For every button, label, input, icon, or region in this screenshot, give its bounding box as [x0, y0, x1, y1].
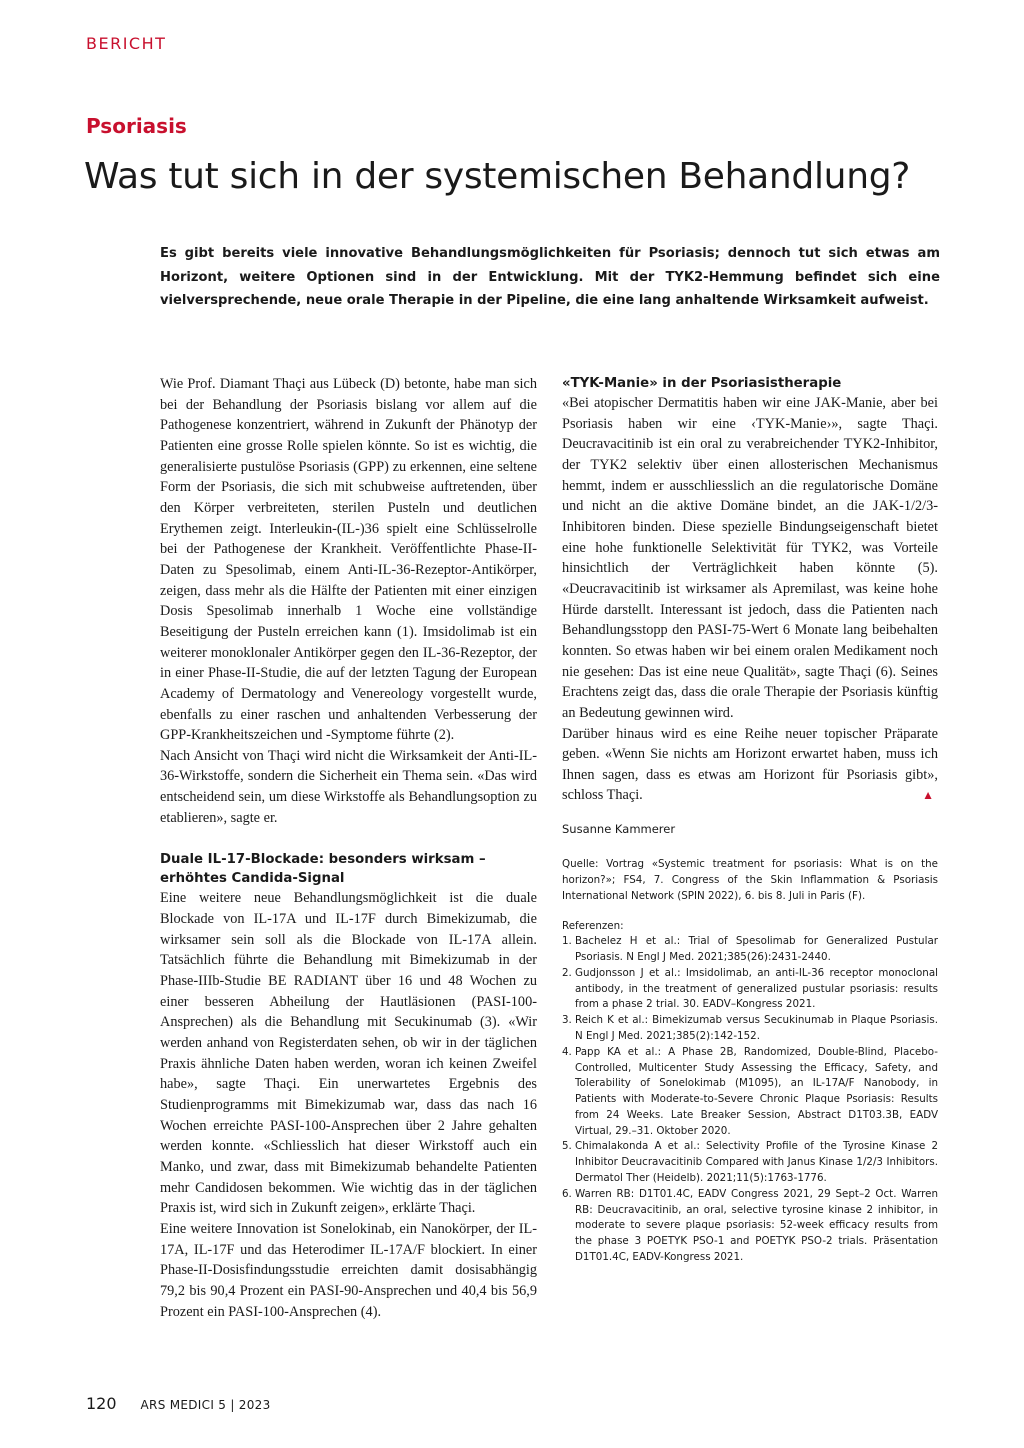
reference-item [562, 1187, 938, 1266]
journal-name: ARS MEDICI 5 | 2023 [140, 1398, 271, 1412]
right-paragraph-1: «Bei atopischer Dermatitis haben wir eine JAK-Manie, aber bei Psoriasis haben wir eine ‹TYK-Manie›», sagte Thaçi. Deucravacitinib ist ein oral zu verabreichender TYK2-Inhibitor, der TYK2 selektiv über einen allosterischen Mechanismus hemmt, indem er ausschliesslich an die regulatorische Domäne und nicht an die aktive Domäne bindet, an die JAK-1/2/3-Inhibitoren binden. Diese spezielle Bindungseigenschaft bietet eine hohe funktionelle Selektivität für TYK2, was Vorteile hinsichtlich der Verträglichkeit haben könnte (5). «Deucravacitinib ist wirksamer als Apremilast, was keine hohe Hürde darstellt. Interessant ist jedoch, dass die Patienten nach Behandlungsstopp den PASI-75-Wert 6 Monate lang beibehalten konnten. So etwas haben wir bei einem oralen Medikament noch nie gesehen: Das ist eine neue Qualität», sagte Thaçi (6). Seines Erachtens zeigt das, dass die orale Therapie der Psoriasis künftig an Bedeutung gewinnen wird. [562, 395, 938, 721]
references-list [562, 934, 938, 1266]
reference-item [562, 1013, 938, 1045]
reference-number: 4. [562, 1045, 572, 1058]
left-paragraph-4: Eine weitere Innovation ist Sonelokinab, ein Nanokörper, der IL-17A, IL-17F und das Heterodimer IL-17A/F blockiert. In einer Phase-II-Dosisfindungsstudie erreichten damit dosisabhängig 79,2 bis 90,4 Prozent ein PASI-90-Ansprechen und 40,4 bis 56,9 Prozent ein PASI-100-Ansprechen (4). [160, 1220, 537, 1320]
reference-text: Reich K et al.: Bimekizumab versus Secukinumab in Plaque Psoriasis. N Engl J Med. 2021;385(2):142-152. [575, 1014, 938, 1042]
page-number: 120 [86, 1394, 117, 1413]
reference-item [562, 1045, 938, 1140]
reference-text: Gudjonsson J et al.: Imsidolimab, an anti-IL-36 receptor monoclonal antibody, in the treatment of generalized pustular psoriasis: results from a phase 2 trial. 30. EADV–Kongress 2021. [575, 966, 938, 1011]
article-lead: Es gibt bereits viele innovative Behandlungsmöglichkeiten für Psoriasis; dennoch tut sich etwas am Horizont, weitere Optionen sind in der Entwicklung. Mit der TYK2-Hemmung befindet sich eine vielversprechende, neue orale Therapie in der Pipeline, die eine lang anhaltende Wirksamkeit aufweist. [160, 246, 940, 308]
reference-number: 2. [562, 966, 572, 979]
page-footer [86, 1394, 271, 1413]
author-name: Susanne Kammerer [562, 822, 676, 837]
reference-number: 5. [562, 1140, 572, 1153]
reference-item [562, 1139, 938, 1186]
reference-text: Bachelez H et al.: Trial of Spesolimab for Generalized Pustular Psoriasis. N Engl J Med. 2021;385(26):2431-2440. [575, 935, 938, 963]
reference-number: 6. [562, 1187, 572, 1200]
reference-text: Warren RB: D1T01.4C, EADV Congress 2021, 29 Sept–2 Oct. Warren RB: Deucravacitinib, an oral, selective tyrosine kinase 2 inhibitor, in moderate to severe plaque psoriasis: 52-week efficacy results from the phase 3 POETYK PSO-1 and POETYK PSO-2 trials. Präsentation D1T01.4C, EADV-Kongress 2021. [575, 1187, 938, 1264]
reference-text: Papp KA et al.: A Phase 2B, Randomized, Double-Blind, Placebo-Controlled, Multicenter Study Assessing the Efficacy, Safety, and Tolerability of Sonelokimab (M1095), an IL-17A/F Nanobody, in Patients with Moderate-to-Severe Chronic Plaque Psoriasis: Results from 24 Weeks. Late Breaker Session, Abstract D1T03.3B, EADV Virtual, 29.–31. Oktober 2020. [575, 1045, 938, 1137]
left-paragraph-1: Wie Prof. Diamant Thaçi aus Lübeck (D) betonte, habe man sich bei der Behandlung der Psoriasis bislang vor allem auf die Pathogenese konzentriert, während in Zukunft der Phänotyp der Patienten eine grosse Rolle spielen könnte. So ist es wichtig, die generalisierte pustulöse Psoriasis (GPP) zu erkennen, eine seltene Form der Psoriasis, die sich mit schubweise auftretenden, über den Körper verbreiteten, sterilen Pusteln und deutlichen Erythemen zeigt. Interleukin-(IL-)36 spielt eine Schlüsselrolle bei der Pathogenese der Krankheit. Veröffentlichte Phase-II-Daten zu Spesolimab, einem Anti-IL-36-Rezeptor-Antikörper, zeigen, dass mehr als die Hälfte der Patienten mit einer einzigen Dosis Spesolimab innerhalb 1 Woche eine vollständige Beseitigung der Pusteln erreichen kann (1). Imsidolimab ist ein weiterer monoklonaler Antikörper gegen den IL-36-Rezeptor, der in einer Phase-II-Studie, die auf der letzten Tagung der European Academy of Dermatology and Venereology vorgestellt wurde, ebenfalls zu einer raschen und anhaltenden Verbesserung der GPP-Krankheitszeichen und -Symptome führte (2). [160, 376, 537, 744]
reference-text: Chimalakonda A et al.: Selectivity Profile of the Tyrosine Kinase 2 Inhibitor Deucravacitinib Compared with Janus Kinase 1/2/3 Inhibitors. Dermatol Ther (Heidelb). 2021;11(5):1763-1776. [575, 1140, 938, 1185]
left-paragraph-2: Nach Ansicht von Thaçi wird nicht die Wirksamkeit der Anti-IL-36-Wirkstoffe, sondern die Sicherheit ein Thema sein. «Das wird entscheidend sein, um diese Wirkstoffe als Behandlungsoption zu etablieren», sagte er. [160, 747, 537, 826]
left-column [160, 374, 537, 1322]
reference-item [562, 966, 938, 1013]
right-column [562, 374, 938, 1266]
source-note: Quelle: Vortrag «Systemic treatment for psoriasis: What is on the horizon?»; FS4, 7. Congress of the Skin Inflammation & Psoriasis International Network (SPIN 2022), 6. bis 8. Juli in Paris (F). [562, 858, 938, 903]
right-subhead: «TYK-Manie» in der Psoriasistherapie [562, 376, 842, 391]
reference-item [562, 934, 938, 966]
section-label: BERICHT [86, 34, 167, 53]
reference-number: 3. [562, 1014, 572, 1027]
references-heading: Referenzen: [562, 920, 624, 933]
end-marker-icon: ▲ [922, 788, 934, 803]
left-paragraph-3: Eine weitere neue Behandlungsmöglichkeit ist die duale Blockade von IL-17A und IL-17F durch Bimekizumab, die wirksamer sein soll als die Blockade von IL-17A allein. Tatsächlich führte die Behandlung mit Bimekizumab in der Phase-IIIb-Studie BE RADIANT über 16 und 48 Wochen zu einer besseren Abheilung der Hautläsionen (PASI-100-Ansprechen) als die Behandlung mit Secukinumab (3). «Wir werden anhand von Registerdaten sehen, ob wir in der täglichen Praxis ähnliche Daten haben werden, woran ich keinen Zweifel habe», sagte Thaçi. Ein unerwartetes Ergebnis des Studienprogramms mit Bimekizumab war, dass das nach 16 Wochen erreichte PASI-100-Ansprechen über 2 Jahre gehalten werden konnte. «Schliesslich hat dieser Wirkstoff auch ein Manko, und zwar, dass mit Bimekizumab behandelte Patienten mehr Candidosen bekommen. Wie wichtig das in der täglichen Praxis ist, wird sich in Zukunft zeigen», erklärte Thaçi. [160, 890, 537, 1217]
reference-number: 1. [562, 935, 572, 948]
left-subhead: Duale IL-17-Blockade: besonders wirksam – erhöhtes Candida-Signal [160, 852, 486, 887]
right-paragraph-2 [562, 724, 938, 807]
right-paragraph-2-text: Darüber hinaus wird es eine Reihe neuer topischer Präparate geben. «Wenn Sie nichts am Horizont erwartet haben, muss ich Ihnen sagen, dass es etwas am Horizont für Psoriasis gibt», schloss Thaçi. [562, 725, 938, 804]
article-kicker: Psoriasis [86, 114, 187, 138]
article-title: Was tut sich in der systemischen Behandlung? [84, 156, 911, 197]
